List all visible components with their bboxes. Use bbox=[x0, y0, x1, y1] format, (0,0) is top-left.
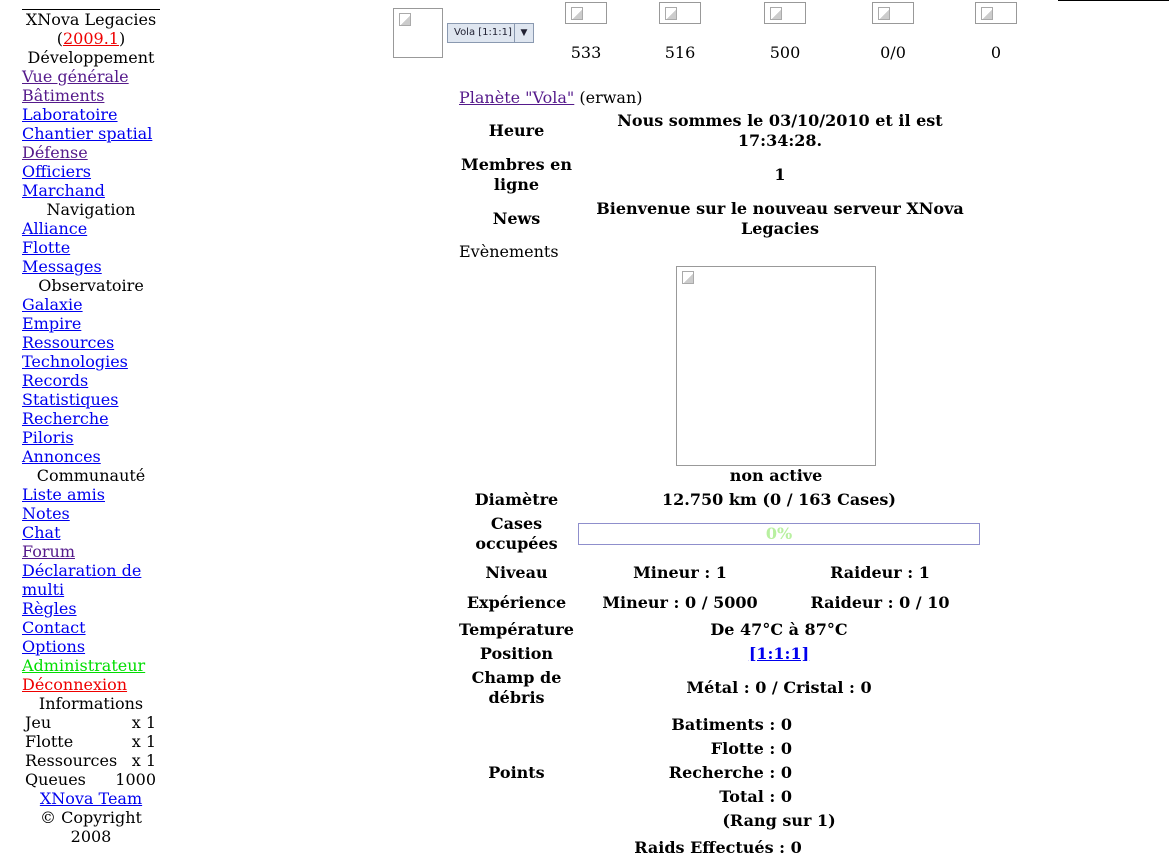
planet-status: non active bbox=[729, 466, 823, 485]
heure-label: Heure bbox=[488, 121, 545, 140]
cristal-value: 516 bbox=[664, 43, 696, 62]
diametre-value: 12.750 km (0 / 163 Cases) bbox=[662, 490, 896, 509]
niveau-label: Niveau bbox=[485, 563, 548, 582]
energie-value: 0/0 bbox=[880, 43, 906, 62]
dropdown-arrow-icon: ▼ bbox=[514, 24, 533, 42]
news-label: News bbox=[492, 209, 541, 228]
info-row-queues: Queues 1000 bbox=[25, 770, 156, 789]
temperature-label: Température bbox=[459, 620, 574, 639]
top-divider bbox=[1058, 0, 1169, 1]
experience-mineur: Mineur : 0 / 5000 bbox=[602, 593, 758, 612]
menu-chat[interactable]: Chat bbox=[22, 523, 61, 542]
membres-value: 1 bbox=[774, 165, 786, 184]
section-navigation: Navigation bbox=[46, 200, 136, 219]
position-label: Position bbox=[479, 644, 554, 663]
experience-raideur: Raideur : 0 / 10 bbox=[810, 593, 950, 612]
deuterium-icon bbox=[764, 2, 806, 24]
menu-annonces[interactable]: Annonces bbox=[22, 447, 101, 466]
niveau-raideur: Raideur : 1 bbox=[830, 563, 930, 582]
menu-flotte[interactable]: Flotte bbox=[22, 238, 71, 257]
section-developpement: Développement bbox=[27, 48, 155, 67]
menu-records[interactable]: Records bbox=[22, 371, 89, 390]
planet-header bbox=[459, 88, 643, 107]
version-line: (2009.1) bbox=[56, 29, 126, 48]
xnova-team-link[interactable]: XNova Team bbox=[39, 789, 143, 808]
menu-piloris[interactable]: Piloris bbox=[22, 428, 74, 447]
menu-deconnexion[interactable]: Déconnexion bbox=[22, 675, 128, 694]
menu-laboratoire[interactable]: Laboratoire bbox=[22, 105, 118, 124]
player-name: (erwan) bbox=[579, 88, 643, 107]
matiere-noire-value: 0 bbox=[990, 43, 1002, 62]
niveau-mineur: Mineur : 1 bbox=[633, 563, 727, 582]
diametre-label: Diamètre bbox=[474, 490, 559, 509]
section-communaute: Communauté bbox=[36, 466, 146, 485]
menu-contact[interactable]: Contact bbox=[22, 618, 86, 637]
points-recherche: Recherche : 0 bbox=[668, 763, 792, 782]
temperature-value: De 47°C à 87°C bbox=[710, 620, 848, 639]
debris-value: Métal : 0 / Cristal : 0 bbox=[686, 678, 872, 697]
copyright: © Copyright 2008 bbox=[40, 808, 142, 846]
menu-defense[interactable]: Défense bbox=[22, 143, 88, 162]
points-flotte: Flotte : 0 bbox=[710, 739, 792, 758]
menu-alliance[interactable]: Alliance bbox=[22, 219, 88, 238]
planet-select-value: Vola [1:1:1] bbox=[454, 27, 512, 38]
raids-effectues: Raids Effectués : 0 bbox=[634, 838, 802, 857]
matiere-noire-icon bbox=[975, 2, 1017, 24]
position-link[interactable]: [1:1:1] bbox=[748, 644, 810, 663]
debris-label: Champ de débris bbox=[471, 668, 562, 707]
menu-officiers[interactable]: Officiers bbox=[22, 162, 92, 181]
info-row-ressources: Ressources x 1 bbox=[25, 751, 156, 770]
menu-recherche[interactable]: Recherche bbox=[22, 409, 109, 428]
version-link[interactable]: 2009.1 bbox=[63, 29, 119, 48]
menu-galaxie[interactable]: Galaxie bbox=[22, 295, 83, 314]
app-name: XNova Legacies bbox=[22, 9, 160, 29]
cases-progress-bar bbox=[578, 523, 980, 545]
menu-batiments[interactable]: Bâtiments bbox=[22, 86, 105, 105]
rank: (Rang sur 1) bbox=[722, 811, 836, 830]
experience-label: Expérience bbox=[466, 593, 567, 612]
section-observatoire: Observatoire bbox=[38, 276, 144, 295]
cases-percent: 0% bbox=[765, 524, 793, 543]
menu-messages[interactable]: Messages bbox=[22, 257, 102, 276]
menu-notes[interactable]: Notes bbox=[22, 504, 70, 523]
points-batiments: Batiments : 0 bbox=[671, 715, 792, 734]
menu-administrateur[interactable]: Administrateur bbox=[22, 656, 146, 675]
planet-select[interactable] bbox=[447, 23, 534, 43]
menu-chantier-spatial[interactable]: Chantier spatial bbox=[22, 124, 153, 143]
menu-empire[interactable]: Empire bbox=[22, 314, 82, 333]
menu-regles[interactable]: Règles bbox=[22, 599, 77, 618]
metal-value: 533 bbox=[570, 43, 602, 62]
metal-icon bbox=[565, 2, 607, 24]
menu-declaration-multi[interactable]: Déclaration de multi bbox=[22, 561, 142, 599]
cristal-icon bbox=[659, 2, 701, 24]
menu-statistiques[interactable]: Statistiques bbox=[22, 390, 119, 409]
cases-label: Cases occupées bbox=[475, 514, 558, 553]
info-row-flotte: Flotte x 1 bbox=[25, 732, 156, 751]
planet-thumbnail[interactable] bbox=[393, 8, 443, 58]
planet-link[interactable]: Planète "Vola" bbox=[459, 88, 575, 107]
evenements-label: Evènements bbox=[459, 242, 559, 261]
menu-vue-generale[interactable]: Vue générale bbox=[22, 67, 129, 86]
menu-technologies[interactable]: Technologies bbox=[22, 352, 128, 371]
menu-forum[interactable]: Forum bbox=[22, 542, 75, 561]
planet-image[interactable] bbox=[676, 266, 876, 466]
left-menu bbox=[22, 9, 160, 846]
position-cell bbox=[578, 644, 980, 664]
membres-label: Membres en ligne bbox=[460, 155, 572, 194]
news-value: Bienvenue sur le nouveau serveur XNova Legacies bbox=[596, 199, 964, 238]
menu-options[interactable]: Options bbox=[22, 637, 86, 656]
menu-liste-amis[interactable]: Liste amis bbox=[22, 485, 105, 504]
menu-ressources[interactable]: Ressources bbox=[22, 333, 115, 352]
points-total: Total : 0 bbox=[719, 787, 792, 806]
info-row-jeu: Jeu x 1 bbox=[25, 713, 156, 732]
heure-value: Nous sommes le 03/10/2010 et il est 17:34:28. bbox=[617, 111, 943, 150]
deuterium-value: 500 bbox=[769, 43, 801, 62]
section-informations: Informations bbox=[38, 694, 144, 713]
energie-icon bbox=[872, 2, 914, 24]
menu-marchand[interactable]: Marchand bbox=[22, 181, 105, 200]
points-label: Points bbox=[488, 763, 545, 782]
